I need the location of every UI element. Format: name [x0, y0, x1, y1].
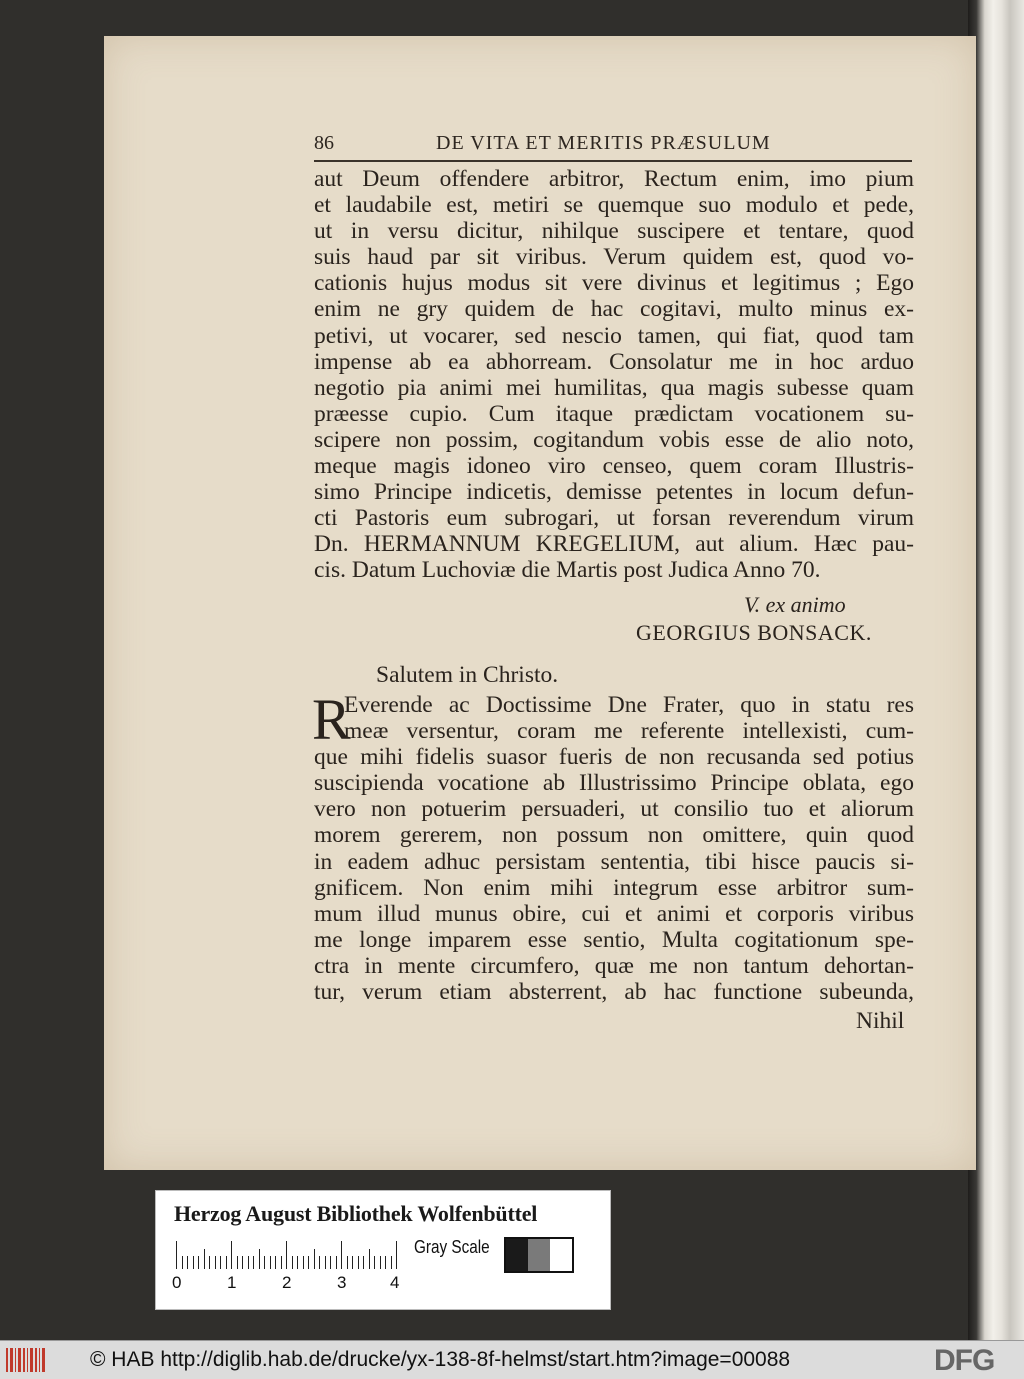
- ruler-tick: [303, 1256, 304, 1269]
- ruler-tick: [286, 1241, 287, 1269]
- text-line: scipere non possim, cogitandum vobis esse de alio noto,: [314, 426, 914, 453]
- text-line: simo Principe indicetis, demisse petentes in locum defun-: [314, 479, 914, 506]
- gray-scale-label: Gray Scale: [414, 1237, 490, 1257]
- text-line: enim ne gry quidem de hac cogitavi, multo minus ex-: [314, 296, 914, 323]
- text-line: in eadem adhuc persistam sententia, tibi hisce paucis si-: [314, 848, 914, 875]
- ruler-tick: [248, 1256, 249, 1269]
- ruler-tick: [347, 1256, 348, 1269]
- gray-scale-swatch: [504, 1237, 574, 1273]
- ruler-tick: [308, 1256, 309, 1269]
- ruler-tick: [374, 1256, 375, 1269]
- header-rule: [314, 160, 912, 162]
- ruler-tick: [204, 1249, 205, 1269]
- ruler-tick: [336, 1256, 337, 1269]
- ruler-tick: [253, 1256, 254, 1269]
- ruler-tick: [292, 1256, 293, 1269]
- footer-bar: [0, 1340, 1024, 1379]
- ruler-tick: [330, 1256, 331, 1269]
- text-line: suis haud par sit viribus. Verum quidem est, quod vo-: [314, 244, 914, 271]
- text-line: vero non potuerim persuaderi, ut consilio tuo et aliorum: [314, 796, 914, 823]
- text-line: gnificem. Non enim mihi integrum esse arbitror sum-: [314, 874, 914, 901]
- text-line: petivi, ut vocarer, sed nescio tamen, qui fiat, quod tam: [314, 322, 914, 349]
- ruler-tick: [363, 1256, 364, 1269]
- text-line: que mihi fidelis suasor fueris de non recusanda sed potius: [314, 744, 914, 771]
- ruler-tick: [237, 1256, 238, 1269]
- ruler-tick: [281, 1256, 282, 1269]
- ruler-tick: [352, 1256, 353, 1269]
- ruler-tick: [396, 1241, 397, 1269]
- ruler-tick: [187, 1256, 188, 1269]
- ruler-number: 4: [390, 1273, 400, 1292]
- ruler-tick: [325, 1256, 326, 1269]
- ruler-tick: [270, 1256, 271, 1269]
- text-line: ut in versu dicitur, nihilque suscipere et tentare, quod: [314, 218, 914, 245]
- text-line: Dn. HERMANNUM KREGELIUM, aut alium. Hæc pau-: [314, 531, 914, 558]
- ruler-tick: [314, 1249, 315, 1269]
- library-name: Herzog August Bibliothek Wolfenbüttel: [174, 1201, 538, 1226]
- gray-swatch-mid: [528, 1239, 550, 1271]
- ruler-number: 0: [172, 1273, 182, 1292]
- salutation: Salutem in Christo.: [376, 662, 559, 688]
- ruler-tick: [369, 1249, 370, 1269]
- ruler-tick: [182, 1256, 183, 1269]
- ruler-tick: [380, 1256, 381, 1269]
- text-line: ctra in mente circumfero, quæ me non tantum dehortan-: [314, 952, 914, 979]
- text-line: meæ versentur, coram me referente intellexisti, cum-: [344, 718, 914, 745]
- running-head: [314, 130, 912, 158]
- ruler-tick: [215, 1256, 216, 1269]
- ruler-tick: [226, 1256, 227, 1269]
- ruler-number: 1: [227, 1273, 237, 1292]
- ruler-tick: [264, 1256, 265, 1269]
- text-line: suscipienda vocatione ab Illustrissimo Principe oblata, ego: [314, 770, 914, 797]
- text-line: cationis hujus modus sit vere divinus et legitimus ; Ego: [314, 270, 914, 297]
- running-title: DE VITA ET MERITIS PRÆSULUM: [436, 132, 771, 154]
- text-line: cti Pastoris eum subrogari, ut forsan reverendum virum: [314, 505, 914, 532]
- scale-ruler: [176, 1241, 396, 1269]
- text-line: mum illud munus obire, cui et animi et corporis viribus: [314, 900, 914, 927]
- ruler-tick: [341, 1241, 342, 1269]
- ruler-number: 3: [337, 1273, 347, 1292]
- text-line: me longe imparem esse sentio, Multa cogitationum spe-: [314, 926, 914, 953]
- text-line: tur, verum etiam absterrent, ab hac functione subeunda,: [314, 979, 914, 1006]
- ruler-tick: [358, 1256, 359, 1269]
- ruler-tick: [275, 1256, 276, 1269]
- text-line: meque magis idoneo viro censeo, quem coram Illustris-: [314, 453, 914, 480]
- ruler-tick: [297, 1256, 298, 1269]
- ruler-tick: [231, 1241, 232, 1269]
- gray-swatch-light: [550, 1239, 572, 1271]
- ruler-tick: [242, 1256, 243, 1269]
- text-line: negotio pia animi mei humilitas, qua magis subesse quam: [314, 374, 914, 401]
- ruler-tick: [385, 1256, 386, 1269]
- ruler-tick: [220, 1256, 221, 1269]
- ruler-number: 2: [282, 1273, 292, 1292]
- book-edge: [968, 0, 1024, 1340]
- ruler-tick: [176, 1241, 177, 1269]
- text-line: morem gererem, non possum non omittere, quin quod: [314, 822, 914, 849]
- ruler-tick: [391, 1256, 392, 1269]
- ruler-tick: [319, 1256, 320, 1269]
- text-line: præesse cupio. Cum itaque prædictam vocationem su-: [314, 400, 914, 427]
- signature: GEORGIUS BONSACK.: [636, 620, 872, 645]
- gray-swatch-dark: [506, 1239, 528, 1271]
- dfg-logo: DFG: [934, 1344, 995, 1377]
- ruler-tick: [198, 1256, 199, 1269]
- text-line: Everende ac Doctissime Dne Frater, quo in statu res: [344, 692, 914, 718]
- letter-two-text: [312, 687, 914, 1006]
- footer-link-text[interactable]: © HAB http://diglib.hab.de/drucke/yx-138-8f-helmst/start.htm?image=00088: [90, 1348, 791, 1371]
- ruler-tick: [209, 1256, 210, 1269]
- closing-formula: V. ex animo: [744, 592, 846, 617]
- page-number: 86: [314, 132, 334, 154]
- catchword: Nihil: [856, 1008, 905, 1034]
- text-line: et laudabile est, metiri se quemque suo modulo et pede,: [314, 192, 914, 219]
- library-label: [155, 1190, 611, 1310]
- ruler-tick: [259, 1249, 260, 1269]
- ruler-tick: [193, 1256, 194, 1269]
- text-line: cis. Datum Luchoviæ die Martis post Judica Anno 70.: [314, 557, 821, 584]
- barcode-icon: [6, 1346, 48, 1374]
- text-line: impense ab ea abhorream. Consolatur me in hoc arduo: [314, 348, 914, 375]
- letter-one-text: [314, 166, 914, 584]
- drop-capital: R: [312, 687, 351, 752]
- text-line: aut Deum offendere arbitror, Rectum enim, imo pium: [314, 166, 914, 192]
